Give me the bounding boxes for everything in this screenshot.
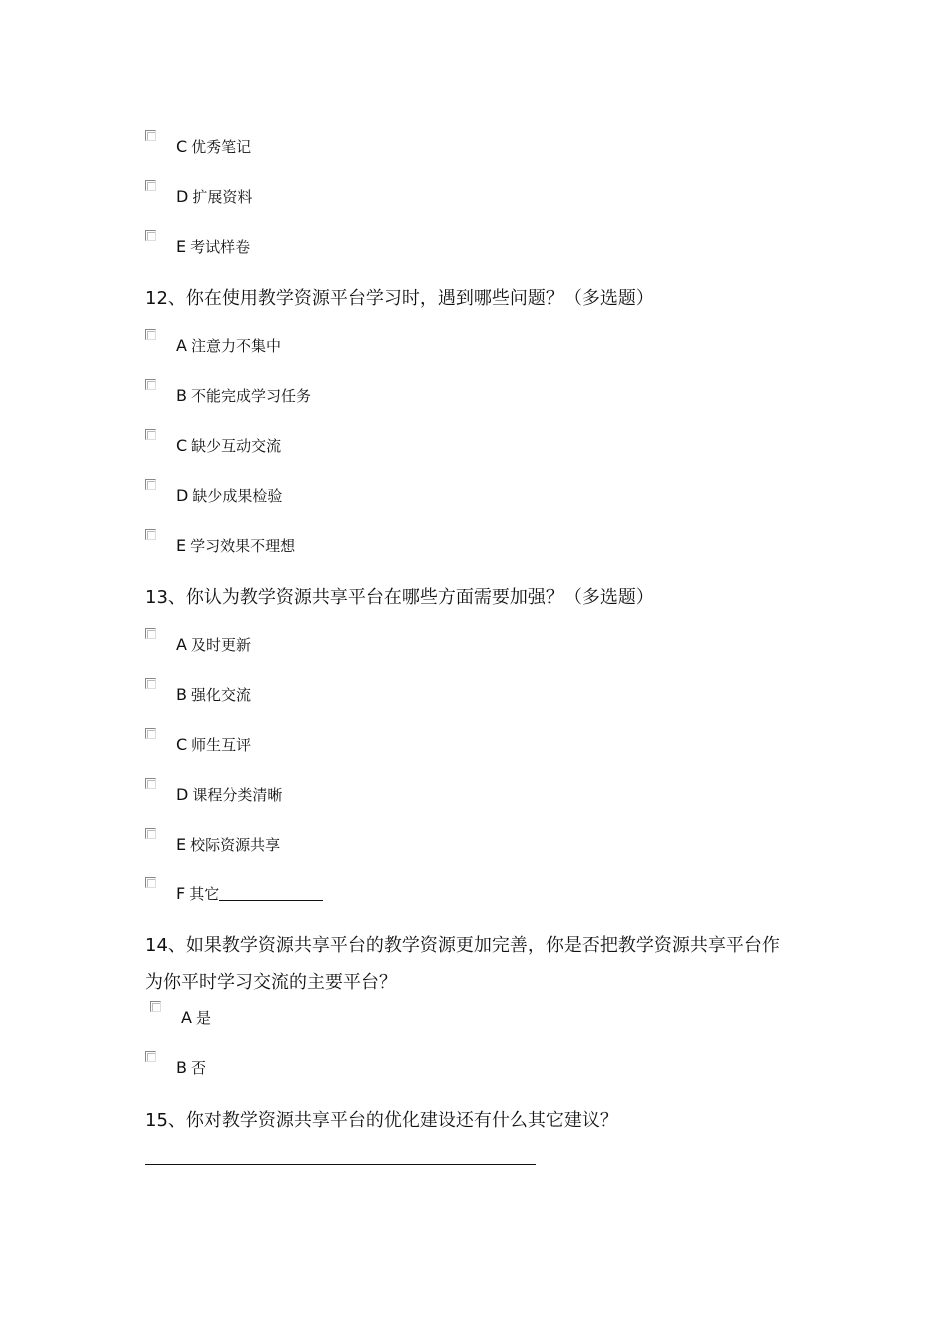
checkbox[interactable] [145,828,156,839]
checkbox[interactable] [145,678,156,689]
option-label: C 缺少互动交流 [176,436,282,455]
checkbox[interactable] [145,728,156,739]
checkbox[interactable] [145,429,156,440]
option-label: C 师生互评 [176,735,252,754]
checkbox[interactable] [145,778,156,789]
checkbox[interactable] [145,180,156,191]
checkbox[interactable] [145,329,156,340]
option-label: C 优秀笔记 [176,137,252,156]
option-label: A 是 [181,1008,211,1027]
option-label: F 其它 [176,883,323,904]
option-label: D 课程分类清晰 [176,785,283,804]
checkbox[interactable] [145,479,156,490]
fill-in-blank[interactable] [219,886,323,901]
checkbox[interactable] [145,379,156,390]
checkbox[interactable] [145,1051,156,1062]
checkbox[interactable] [145,230,156,241]
option-label: B 强化交流 [176,685,251,704]
option-label: A 及时更新 [176,635,251,654]
option-label: A 注意力不集中 [176,336,281,355]
question-14-title-line1: 14、如果教学资源共享平台的教学资源更加完善，你是否把教学资源共享平台作 [145,935,780,956]
checkbox[interactable] [145,877,156,888]
option-label: B 不能完成学习任务 [176,386,311,405]
option-label: E 学习效果不理想 [176,536,296,555]
option-label: E 校际资源共享 [176,835,281,854]
checkbox[interactable] [145,529,156,540]
question-13-title: 13、你认为教学资源共享平台在哪些方面需要加强？（多选题） [145,587,654,608]
checkbox[interactable] [145,130,156,141]
question-12-title: 12、你在使用教学资源平台学习时，遇到哪些问题？（多选题） [145,288,654,309]
question-14-title-line2: 为你平时学习交流的主要平台？ [145,972,397,993]
answer-line[interactable] [145,1164,536,1165]
option-label: E 考试样卷 [176,237,251,256]
question-15-title: 15、你对教学资源共享平台的优化建设还有什么其它建议？ [145,1110,618,1131]
option-label: D 扩展资料 [176,187,253,206]
option-label: B 否 [176,1058,206,1077]
checkbox[interactable] [145,628,156,639]
checkbox[interactable] [150,1001,161,1012]
option-label: D 缺少成果检验 [176,486,283,505]
